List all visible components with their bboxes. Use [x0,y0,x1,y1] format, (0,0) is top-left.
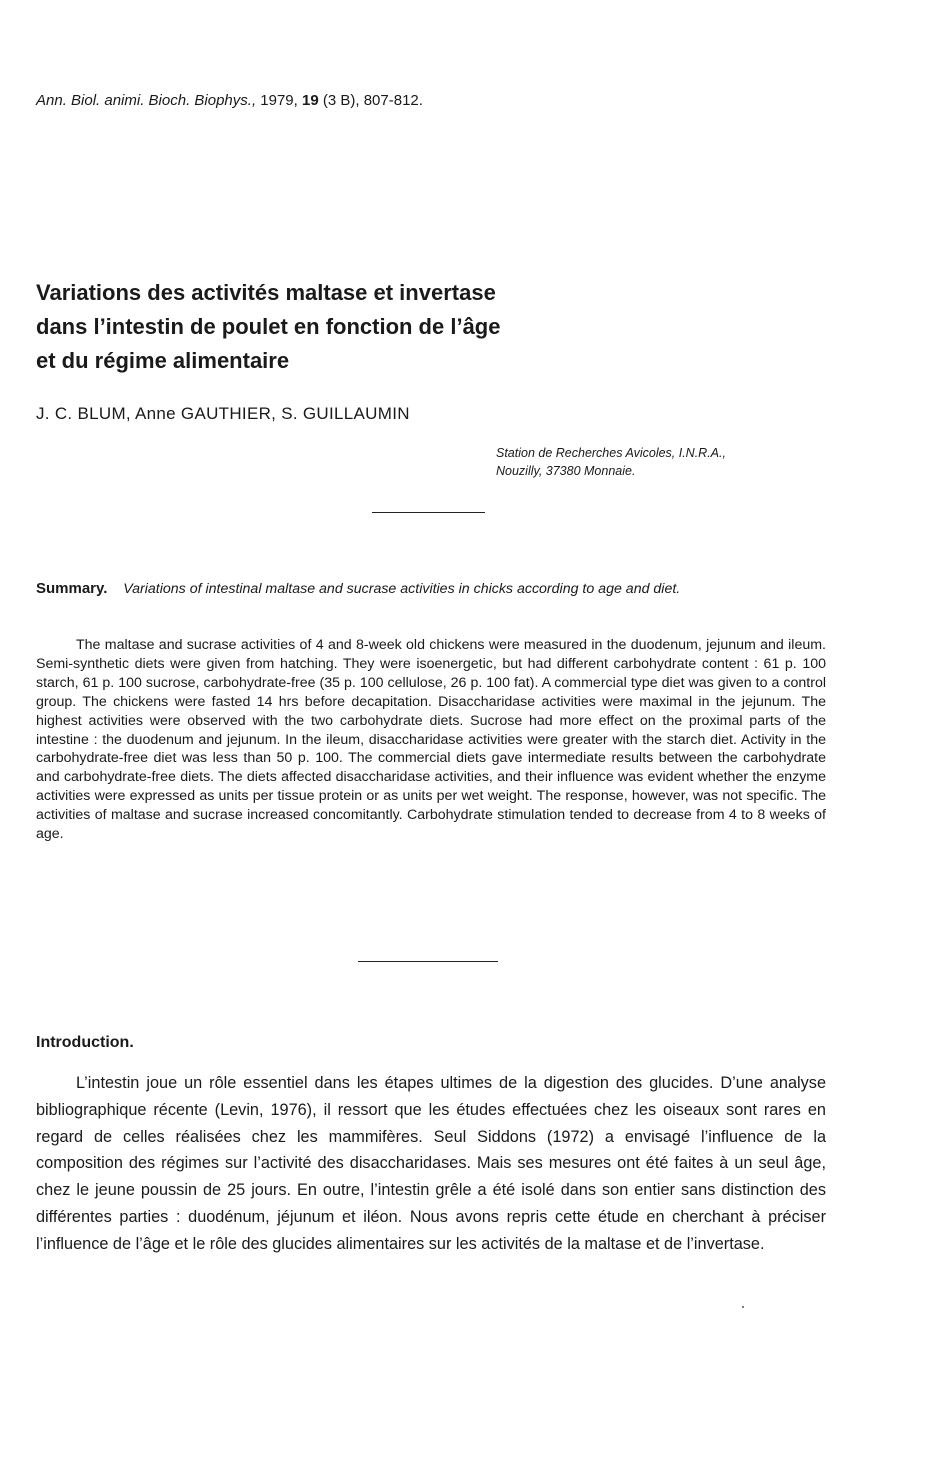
citation-year: 1979, [260,92,298,109]
title-line-2: dans l’intestin de poulet en fonction de l’âge [36,314,501,339]
introduction-paragraph: L’intestin joue un rôle essentiel dans les étapes ultimes de la digestion des glucides. D’une analyse bibliographique récente (Levin, 1976), il ressort que les études effectuées chez les oiseaux sont rares en regard de celles réalisées chez les mammifères. Seul Siddons (1972) a envisagé l’influence de la composition des régimes sur l’activité des disaccharidases. Mais ses mesures ont été faites à un seul âge, chez le jeune poussin de 25 jours. En outre, l’intestin grêle a été isolé dans son entier sans distinction des différentes parties : duodénum, jéjunum et iléon. Nous avons repris cette étude en cherchant à préciser l’influence de l’âge et le rôle des glucides alimentaires sur les activités de la maltase et de l’invertase. [36,1074,826,1253]
citation-volume: 19 [302,92,319,109]
title-line-1: Variations des activités maltase et invertase [36,280,496,305]
summary-subtitle: Variations of intestinal maltase and sucrase activities in chicks according to age and diet. [123,581,681,597]
summary-heading [36,580,826,598]
speck-mark [742,1306,744,1308]
citation-issue-pages: (3 B), 807-812. [322,92,423,109]
summary-abstract: The maltase and sucrase activities of 4 and 8-week old chickens were measured in the duodenum, jejunum and ileum. Semi-synthetic diets were given from hatching. They were isoenergetic, but had different carbohydrate content : 61 p. 100 starch, 61 p. 100 sucrose, carbohydrate-free (35 p. 100 cellulose, 26 p. 100 fat). A commercial type diet was given to a control group. The chickens were fasted 14 hrs before decapitation. Disaccharidase activities were maximal in the jejunum. The highest activities were observed with the two carbohydrate diets. Sucrose had more effect on the proximal parts of the intestine : the duodenum and jejunum. In the ileum, disaccharidase activities were greater with the starch diet. Activity in the carbohydrate-free diet was less than 50 p. 100. The commercial diets gave intermediate results between the carbohydrate and carbohydrate-free diets. The diets affected disaccharidase activities, and their influence was evident whether the enzyme activities were expressed as units per tissue protein or as units per wet weight. The response, however, was not specific. The activities of maltase and sucrase increased concomitantly. Carbohydrate stimulation tended to decrease from 4 to 8 weeks of age. [36,637,826,843]
affiliation-line-2: Nouzilly, 37380 Monnaie. [496,464,636,478]
paper-title [36,276,676,378]
introduction-heading: Introduction. [36,1034,134,1051]
summary-label: Summary. [36,580,108,597]
author-list: J. C. BLUM, Anne GAUTHIER, S. GUILLAUMIN [36,404,410,423]
affiliation [496,444,726,480]
separator-rule-bottom [358,961,498,962]
title-line-3: et du régime alimentaire [36,348,290,373]
journal-citation [36,92,423,109]
citation-journal: Ann. Biol. animi. Bioch. Biophys., [36,92,257,109]
separator-rule-top [372,512,485,513]
affiliation-line-1: Station de Recherches Avicoles, I.N.R.A., [496,446,726,460]
